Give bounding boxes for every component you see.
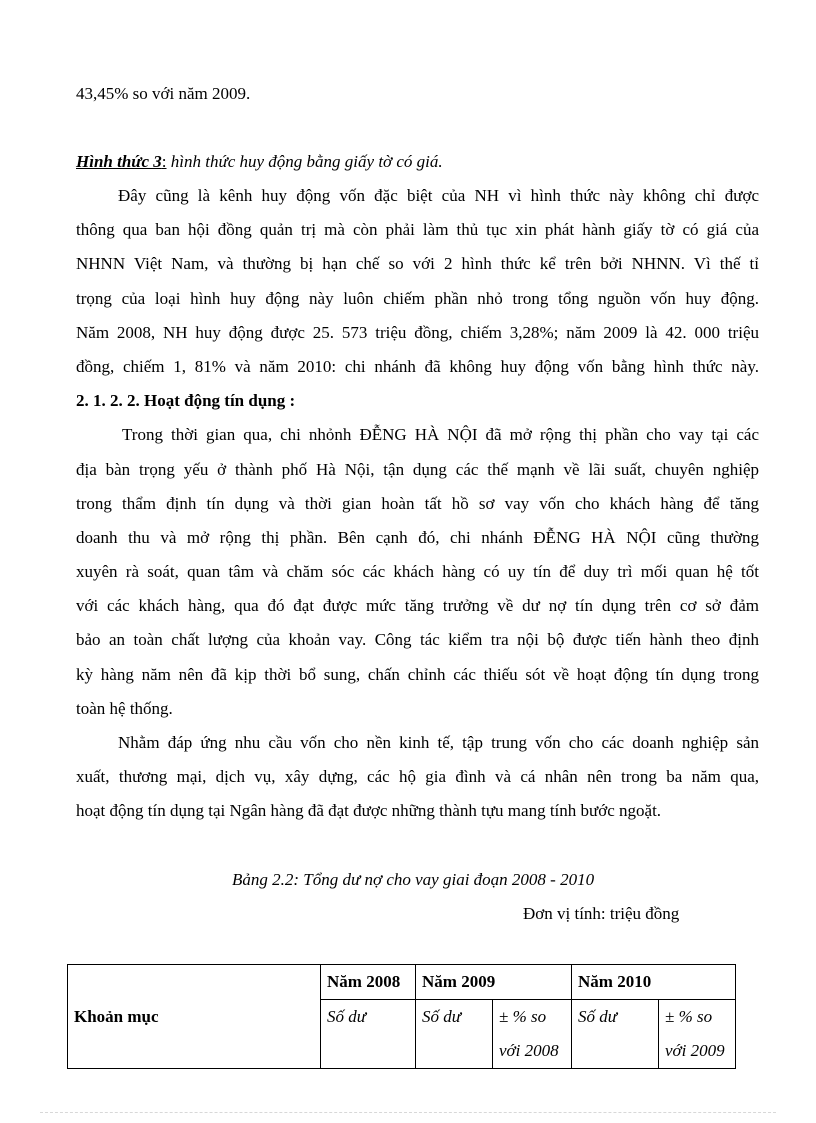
subheader-pct-2010 bbox=[659, 1000, 736, 1069]
col-header-2009: Năm 2009 bbox=[416, 965, 572, 1000]
section-heading: 2. 1. 2. 2. Hoạt động tín dụng : bbox=[76, 391, 296, 410]
page-bottom-divider bbox=[40, 1112, 776, 1113]
paragraph-line: bảo an toàn chất lượng của khoản vay. Công tác kiểm tra nội bộ được tiến hành theo định bbox=[76, 630, 759, 649]
pct-2010-line1: ± % so bbox=[665, 1007, 713, 1026]
form3-text: hình thức huy động bằng giấy tờ có giá. bbox=[166, 152, 443, 171]
form3-colon: : bbox=[161, 152, 167, 171]
paragraph-line: đồng, chiếm 1, 81% và năm 2010: chi nhánh đã không huy động vốn bằng hình thức này. bbox=[76, 357, 759, 376]
paragraph-line: trong thẩm định tín dụng và thời gian hoàn tất hồ sơ vay vốn cho khách hàng để tăng bbox=[76, 494, 759, 513]
form3-label: Hình thức 3 bbox=[76, 152, 162, 171]
paragraph-line: trọng của loại hình huy động này luôn chiếm phần nhỏ trong tổng nguồn vốn huy động. bbox=[76, 289, 759, 308]
paragraph-line: Đây cũng là kênh huy động vốn đặc biệt của NH vì hình thức này không chỉ được bbox=[118, 186, 759, 205]
paragraph-line: kỳ hàng năm nên đã kịp thời bổ sung, chấn chỉnh các thiếu sót về hoạt động tín dụng trong bbox=[76, 665, 759, 684]
text-line: 43,45% so với năm 2009. bbox=[76, 84, 251, 103]
paragraph-line: thông qua ban hội đồng quản trị mà còn phải làm thủ tục xin phát hành giấy tờ có giá của bbox=[76, 220, 759, 239]
subheader-so-du-2010: Số dư bbox=[572, 1000, 659, 1069]
table-unit: Đơn vị tính: triệu đồng bbox=[523, 904, 680, 923]
paragraph-line: địa bàn trọng yếu ở thành phố Hà Nội, tận dụng các thế mạnh về lãi suất, chuyên nghiệp bbox=[76, 460, 759, 479]
subheader-so-du-2008: Số dư bbox=[321, 1000, 416, 1069]
col-header-khoan-muc: Khoản mục bbox=[68, 965, 321, 1069]
paragraph-line: Trong thời gian qua, chi nhỏnh ĐỄNG HÀ NỘI đã mở rộng thị phần cho vay tại các bbox=[122, 425, 759, 444]
table-caption: Bảng 2.2: Tổng dư nợ cho vay giai đoạn 2008 - 2010 bbox=[232, 870, 595, 889]
paragraph-line: xuyên rà soát, quan tâm và chăm sóc các khách hàng có uy tín để duy trì mối quan hệ tốt bbox=[76, 562, 759, 581]
col-header-2008: Năm 2008 bbox=[321, 965, 416, 1000]
form3-heading bbox=[76, 152, 443, 172]
subheader-pct-2009 bbox=[493, 1000, 572, 1069]
paragraph-line: xuất, thương mại, dịch vụ, xây dựng, các hộ gia đình và cá nhân nên trong ba năm qua, bbox=[76, 767, 759, 786]
paragraph-line: với các khách hàng, qua đó đạt được mức tăng trưởng về dư nợ tín dụng trên cơ sở đảm bbox=[76, 596, 759, 615]
pct-2010-line2: với 2009 bbox=[665, 1041, 725, 1060]
loan-balance-table bbox=[67, 964, 736, 1069]
col-header-2010: Năm 2010 bbox=[572, 965, 736, 1000]
pct-2009-line1: ± % so bbox=[499, 1007, 547, 1026]
subheader-so-du-2009: Số dư bbox=[416, 1000, 493, 1069]
paragraph-line: hoạt động tín dụng tại Ngân hàng đã đạt được những thành tựu mang tính bước ngoặt. bbox=[76, 801, 662, 820]
paragraph-line: Năm 2008, NH huy động được 25. 573 triệu đồng, chiếm 3,28%; năm 2009 là 42. 000 triệu bbox=[76, 323, 759, 342]
pct-2009-line2: với 2008 bbox=[499, 1041, 559, 1060]
paragraph-line: toàn hệ thống. bbox=[76, 699, 173, 718]
paragraph-line: Nhằm đáp ứng nhu cầu vốn cho nền kinh tế, tập trung vốn cho các doanh nghiệp sản bbox=[118, 733, 759, 752]
paragraph-line: doanh thu và mở rộng thị phần. Bên cạnh đó, chi nhánh ĐỄNG HÀ NỘI cũng thường bbox=[76, 528, 759, 547]
paragraph-line: NHNN Việt Nam, và thường bị hạn chế so với 2 hình thức kể trên bởi NHNN. Vì thế tỉ bbox=[76, 254, 759, 273]
